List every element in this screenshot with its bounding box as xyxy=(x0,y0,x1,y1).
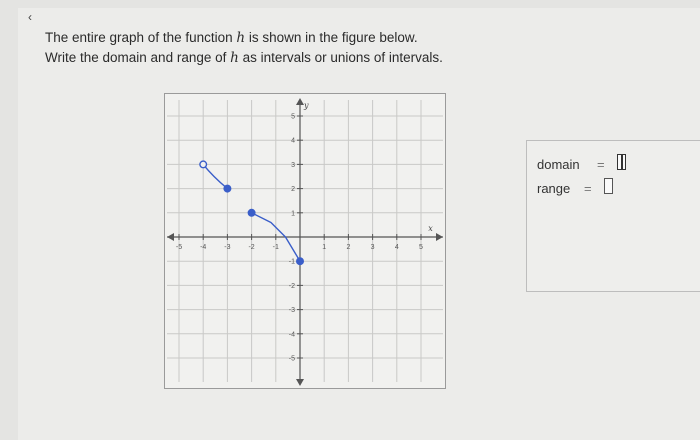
y-tick-label: 4 xyxy=(291,137,295,145)
range-equals: = xyxy=(584,181,592,196)
x-tick-label: -4 xyxy=(200,244,207,251)
x-tick-label: 3 xyxy=(370,244,375,251)
x-tick-label: 2 xyxy=(346,244,351,251)
prompt-text: is shown in the figure below. xyxy=(245,30,418,45)
domain-label: domain xyxy=(537,157,580,172)
closed-endpoint xyxy=(224,185,231,192)
prompt-text: as intervals or unions of intervals. xyxy=(238,50,443,65)
function-curve xyxy=(203,164,227,188)
y-tick-label: -3 xyxy=(288,307,295,315)
range-input[interactable] xyxy=(604,178,613,194)
prompt-text: Write the domain and range of xyxy=(45,50,231,65)
y-tick-label: -5 xyxy=(288,355,295,363)
back-arrow-icon[interactable]: ‹ xyxy=(28,10,32,24)
y-axis-arrow-up xyxy=(296,98,304,105)
x-tick-label: 4 xyxy=(394,244,399,251)
open-endpoint xyxy=(200,161,207,168)
function-name: h xyxy=(230,50,239,66)
x-tick-label: -3 xyxy=(224,244,231,251)
range-label: range xyxy=(537,181,571,196)
answer-box xyxy=(526,140,700,292)
x-tick-label: 5 xyxy=(419,244,423,251)
y-tick-label: -2 xyxy=(288,282,295,290)
graph-svg xyxy=(165,94,445,388)
y-tick-label: -1 xyxy=(288,258,295,266)
closed-endpoint xyxy=(297,258,304,265)
x-tick-label: -2 xyxy=(248,244,255,251)
prompt-line-1 xyxy=(45,28,525,48)
y-tick-label: -4 xyxy=(288,331,295,339)
y-axis-arrow-down xyxy=(296,379,304,386)
question-prompt xyxy=(45,28,525,68)
x-axis-arrow-left xyxy=(167,233,174,241)
y-tick-label: 2 xyxy=(291,186,295,194)
prompt-line-2 xyxy=(45,48,525,68)
y-tick-label: 3 xyxy=(291,161,295,169)
x-tick-label: 1 xyxy=(322,244,327,251)
prompt-text: The entire graph of the function xyxy=(45,30,237,45)
function-name: h xyxy=(236,30,246,46)
y-tick-label: 5 xyxy=(291,113,295,121)
x-axis-label: x xyxy=(428,224,433,233)
text-cursor xyxy=(621,155,623,169)
domain-equals: = xyxy=(597,157,605,172)
x-tick-label: -1 xyxy=(272,244,279,251)
closed-endpoint xyxy=(248,210,255,217)
x-tick-label: -5 xyxy=(175,244,183,251)
function-graph xyxy=(164,93,446,389)
x-axis-arrow-right xyxy=(436,233,443,241)
y-axis-label: y xyxy=(304,101,309,110)
y-tick-label: 1 xyxy=(291,210,295,218)
